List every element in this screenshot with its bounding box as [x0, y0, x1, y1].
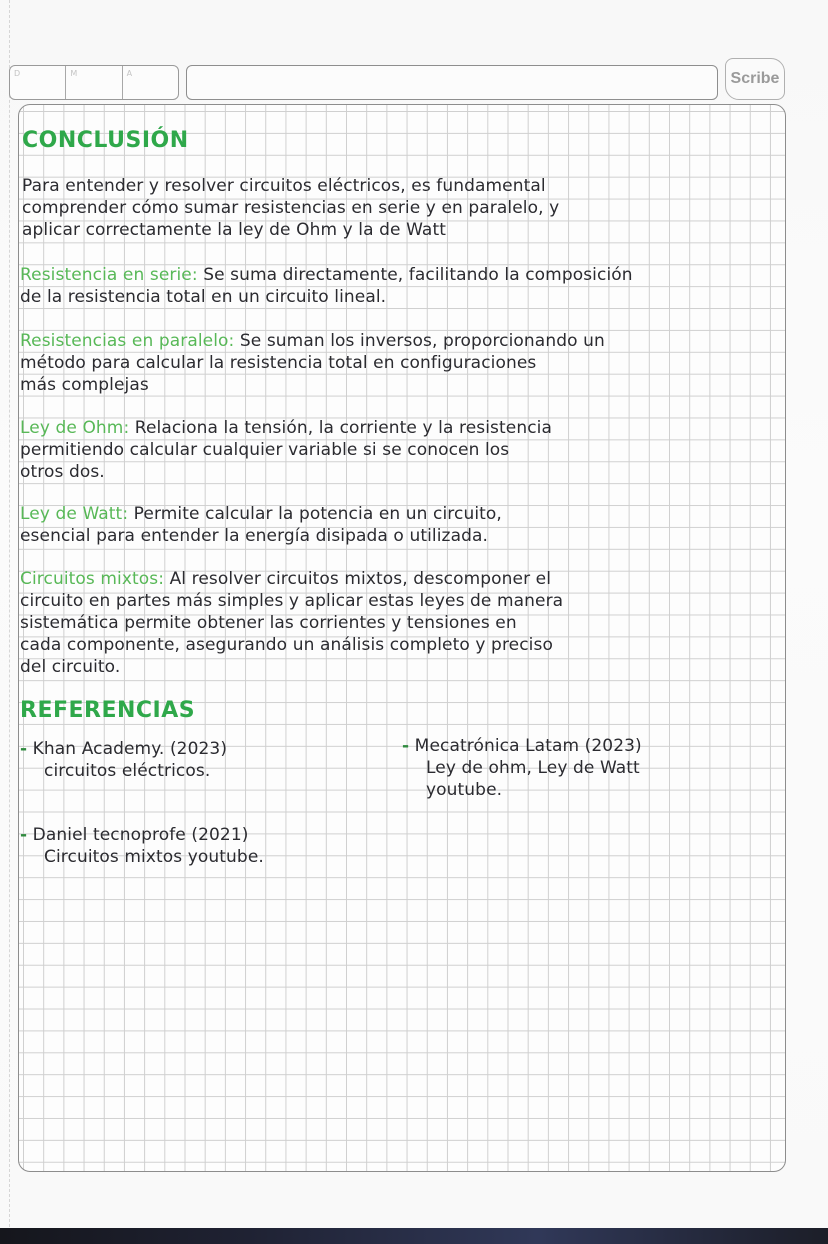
- reference-item-2-line-3: youtube.: [426, 780, 503, 800]
- point-paralelo-line-3: más complejas: [20, 375, 149, 395]
- intro-line-2: comprender cómo sumar resistencias en serie y en paralelo, y: [22, 198, 560, 218]
- bullet-dash: -: [20, 825, 28, 845]
- title-field: [186, 65, 718, 100]
- point-paralelo-line-1: [20, 331, 605, 353]
- bullet-dash: -: [402, 736, 410, 756]
- point-ohm-line-3: otros dos.: [20, 462, 105, 482]
- date-field-group: [9, 65, 179, 100]
- date-field-year: A: [126, 69, 133, 78]
- point-ohm-line-1: [20, 418, 552, 440]
- reference-item-3-line-2: Circuitos mixtos youtube.: [44, 847, 264, 867]
- reference-source: Khan Academy. (2023): [32, 739, 228, 759]
- conclusion-heading: CONCLUSIÓN: [22, 128, 189, 153]
- term-ley-ohm: Ley de Ohm:: [20, 418, 130, 438]
- references-heading: REFERENCIAS: [20, 698, 196, 723]
- date-field-month: M: [66, 66, 122, 99]
- point-text: Relaciona la tensión, la corriente y la resistencia: [129, 418, 552, 438]
- point-text: Se suman los inversos, proporcionando un: [234, 331, 605, 351]
- intro-line-1: Para entender y resolver circuitos eléctricos, es fundamental: [22, 176, 546, 196]
- reference-item-2-line-1: [402, 736, 642, 758]
- point-mixtos-line-2: circuito en partes más simples y aplicar estas leyes de manera: [20, 591, 564, 611]
- reference-source: Mecatrónica Latam (2023): [414, 736, 642, 756]
- point-mixtos-line-1: [20, 569, 551, 591]
- reference-item-3-line-1: [20, 825, 249, 847]
- point-ohm-line-2: permitiendo calcular cualquier variable si se conocen los: [20, 440, 510, 460]
- brand-logo: Scribe: [725, 58, 785, 100]
- point-mixtos-line-3: sistemática permite obtener las corrientes y tensiones en: [20, 613, 517, 633]
- intro-line-3: aplicar correctamente la ley de Ohm y la de Watt: [22, 220, 446, 240]
- point-paralelo-line-2: método para calcular la resistencia total en configuraciones: [20, 353, 537, 373]
- background-surface: [0, 1228, 828, 1244]
- bullet-dash: -: [20, 739, 28, 759]
- point-mixtos-line-4: cada componente, asegurando un análisis completo y preciso: [20, 635, 553, 655]
- reference-item-1-line-2: circuitos eléctricos.: [44, 761, 211, 781]
- point-text: Se suma directamente, facilitando la composición: [197, 265, 633, 285]
- page-margin-line: [9, 0, 10, 1232]
- term-resistencia-serie: Resistencia en serie:: [20, 265, 198, 285]
- reference-item-1-line-1: [20, 739, 227, 761]
- reference-source: Daniel tecnoprofe (2021): [32, 825, 249, 845]
- point-serie-line-2: de la resistencia total en un circuito lineal.: [20, 287, 387, 307]
- point-watt-line-1: [20, 504, 502, 526]
- date-field-day: D: [10, 66, 66, 99]
- term-circuitos-mixtos: Circuitos mixtos:: [20, 569, 165, 589]
- point-serie-line-1: [20, 265, 633, 287]
- point-text: Al resolver circuitos mixtos, descomponer el: [164, 569, 552, 589]
- reference-item-2-line-2: Ley de ohm, Ley de Watt: [426, 758, 640, 778]
- point-mixtos-line-5: del circuito.: [20, 657, 121, 677]
- point-text: Permite calcular la potencia en un circuito,: [128, 504, 502, 524]
- term-ley-watt: Ley de Watt:: [20, 504, 129, 524]
- point-watt-line-2: esencial para entender la energía disipada o utilizada.: [20, 526, 489, 546]
- term-resistencias-paralelo: Resistencias en paralelo:: [20, 331, 235, 351]
